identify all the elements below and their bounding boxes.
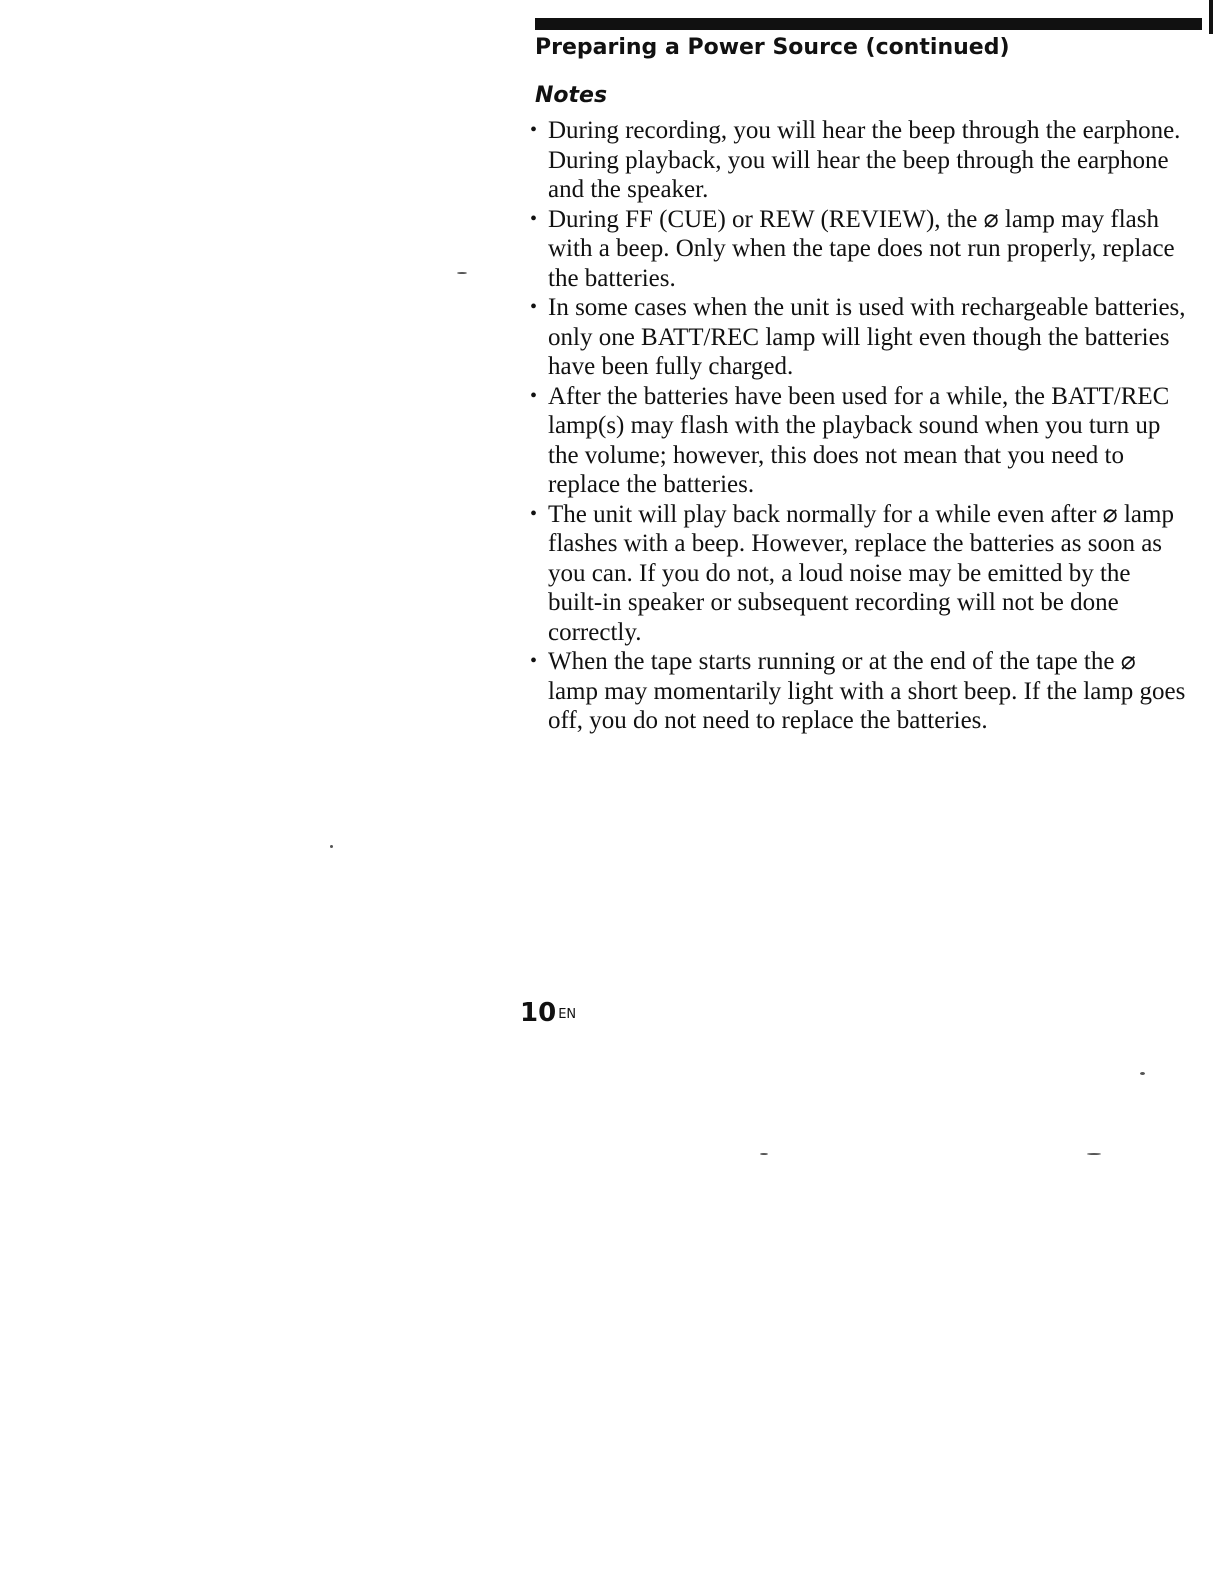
note-item: • During recording, you will hear the beep through the earphone. During playback, you will hear the beep through the earphone and the speaker.	[530, 116, 1190, 205]
header-rule	[535, 18, 1202, 30]
notes-heading: Notes	[535, 83, 608, 108]
page-number-value: 10	[520, 998, 557, 1028]
note-item: • After the batteries have been used for a while, the BATT/REC lamp(s) may flash with the playback sound when you turn up the volume; however, this does not mean that you need to replace the batteries.	[530, 382, 1190, 500]
section-title: Preparing a Power Source (continued)	[535, 35, 1010, 60]
scan-speck	[760, 1153, 768, 1155]
scan-speck	[457, 272, 467, 274]
page-number-suffix: EN	[558, 1007, 577, 1022]
scan-speck	[1087, 1153, 1101, 1155]
scan-speck	[330, 845, 333, 848]
note-item: • When the tape starts running or at the end of the tape the ⌀ lamp may momentarily light with a short beep. If the lamp goes off, you do not need to replace the batteries.	[530, 647, 1190, 736]
page-number	[520, 997, 576, 1029]
notes-list	[530, 116, 1190, 736]
note-item: • The unit will play back normally for a while even after ⌀ lamp flashes with a beep. However, replace the batteries as soon as you can. If you do not, a loud noise may be emitted by the built-in speaker or subsequent recording will not be done correctly.	[530, 500, 1190, 648]
note-item: • During FF (CUE) or REW (REVIEW), the ⌀ lamp may flash with a beep. Only when the tape does not run properly, replace the batteries.	[530, 205, 1190, 294]
note-item: • In some cases when the unit is used with rechargeable batteries, only one BATT/REC lamp will light even though the batteries have been fully charged.	[530, 293, 1190, 382]
edge-mark	[1209, 0, 1213, 34]
scan-speck	[1140, 1072, 1145, 1075]
